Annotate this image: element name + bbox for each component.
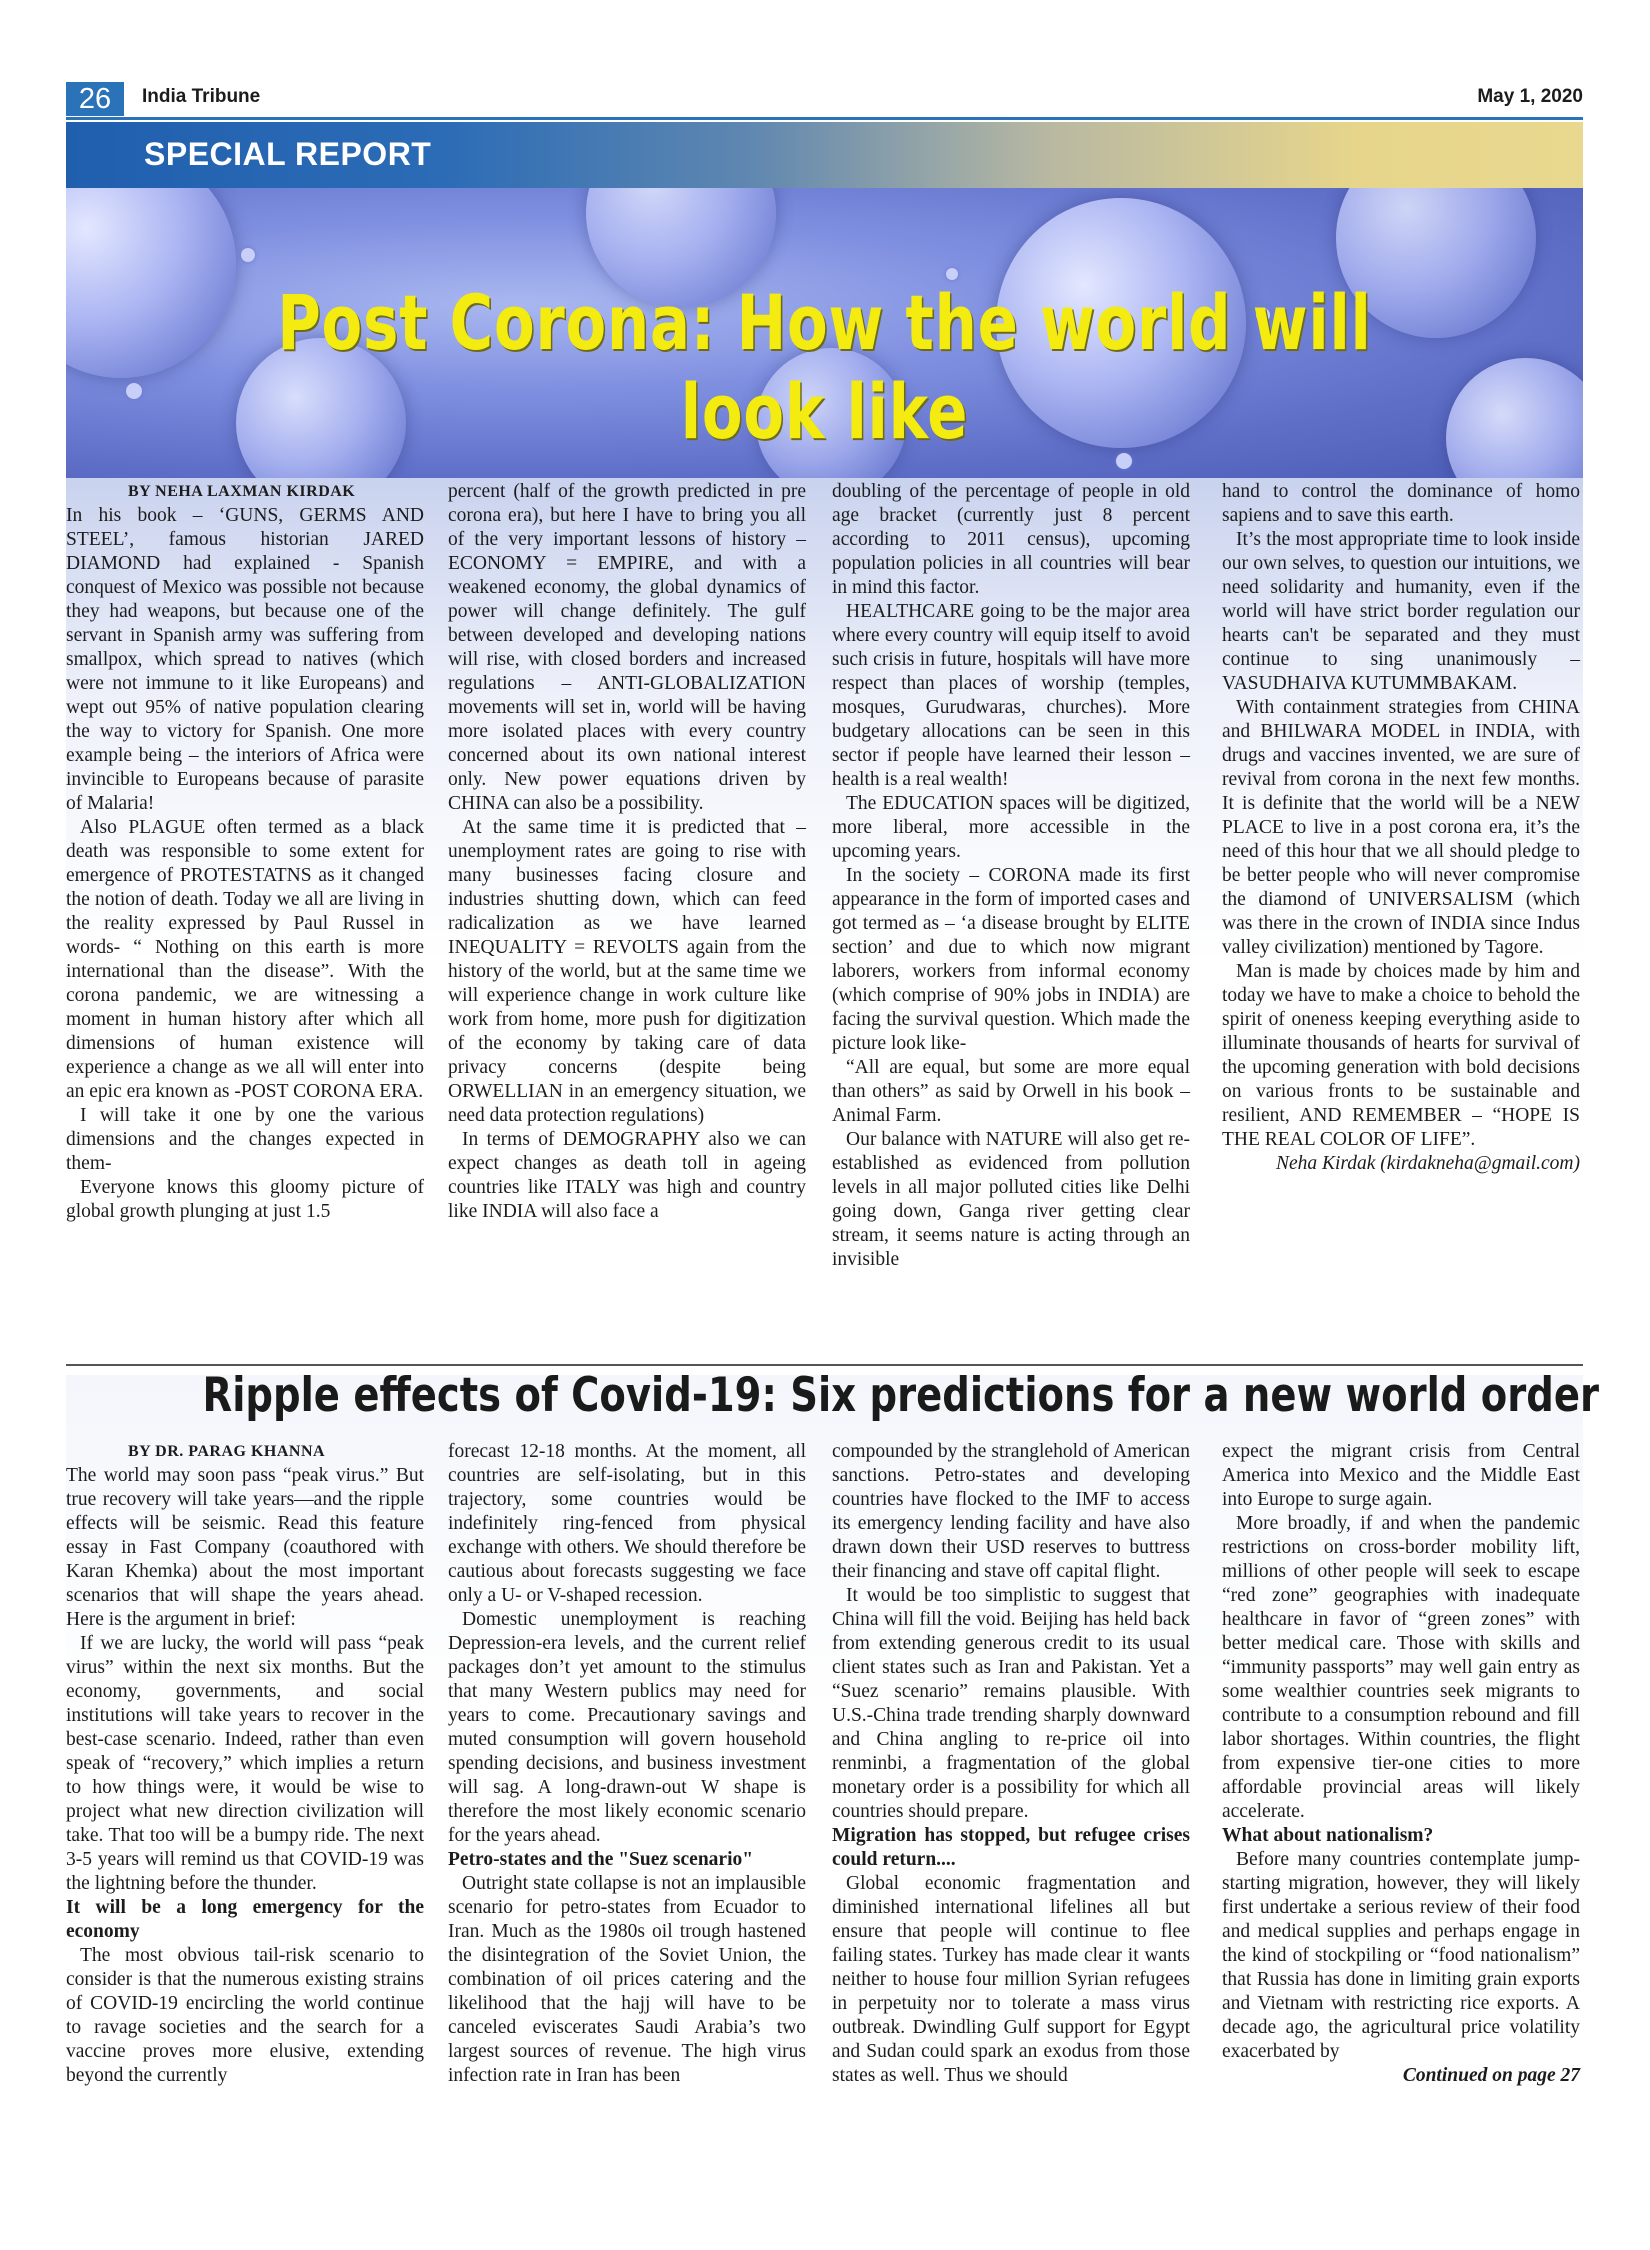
- paragraph: The world may soon pass “peak virus.” But true recovery will take years—and the ripple effects will be seismic. Read this feature essay in Fast Company (coauthored with Karan Khemka) about the most important scenarios that will shape the years ahead. Here is the argument in brief:: [66, 1465, 424, 1630]
- section-label: SPECIAL REPORT: [144, 136, 432, 172]
- paragraph: Also PLAGUE often termed as a black death was responsible to some extent for emergence of PROTESTATNS as it changed the notion of death. Today we all are living in the reality expressed by Paul Russel in words- “ Nothing on this earth is more international than the disease”. With the corona pandemic, we are witnessing a moment in human history after which all dimensions of human existence will experience a change as we all will enter into an epic era known as -POST CORONA ERA.: [66, 817, 424, 1102]
- paragraph: In the society – CORONA made its first appearance in the form of imported cases and got termed as – ‘a disease brought by ELITE section’ and due to which now migrant laborers, workers from informal economy (which comprise of 90% jobs in INDIA) are facing the survival question. Which made the picture look like-: [832, 865, 1190, 1054]
- issue-date: May 1, 2020: [1477, 86, 1583, 107]
- paragraph: percent (half of the growth predicted in pre corona era), but here I have to bring you all of the very important lessons of history – ECONOMY = EMPIRE, and with a weakened economy, the global dynamics of power will change definitely. The gulf between developed and developing nations will rise, with closed borders and increased regulations – ANTI-GLOBALIZATION movements will set in, world will be having more isolated places with every country concerned about its own national interest only. New power equations driven by CHINA can also be a possibility.: [448, 481, 806, 814]
- paragraph: Before many countries contemplate jump-starting migration, however, they will likely first undertake a serious review of their food and medical supplies and perhaps engage in the kind of stockpiling or “food nationalism” that Russia has done in limiting grain exports and Vietnam with restricting rice exports. A decade ago, the agricultural price volatility exacerbated by: [1222, 1849, 1580, 2062]
- subheading: What about nationalism?: [1222, 1825, 1434, 1846]
- virus-spike: [241, 248, 255, 262]
- paragraph: At the same time it is predicted that – unemployment rates are going to rise with many businesses facing closure and industries shutting down, which can feed radicalization as we have learned INEQUALITY = REVOLTS again from the history of the world, but at the same time we will experience change in work culture like work from home, more push for digitization of the economy by taking care of data privacy concerns (despite being ORWELLIAN in an emergency situation, we need data protection regulations): [448, 817, 806, 1126]
- article2-column-4: [1222, 1440, 1580, 2088]
- author-signature: Neha Kirdak (kirdakneha@gmail.com): [1275, 1153, 1580, 1174]
- paragraph: hand to control the dominance of homo sapiens and to save this earth.: [1222, 481, 1580, 526]
- header-rule: [66, 117, 1583, 120]
- subheading: It will be a long emergency for the economy: [66, 1897, 424, 1942]
- article2-column-2: [448, 1440, 806, 2088]
- article2-column-1: [66, 1440, 424, 2088]
- article1-headline: Post Corona: How the world will look like: [277, 278, 1372, 456]
- paragraph: The EDUCATION spaces will be digitized, more liberal, more accessible in the upcoming years.: [832, 793, 1190, 862]
- paragraph: expect the migrant crisis from Central America into Mexico and the Middle East into Europe to surge again.: [1222, 1441, 1580, 1510]
- article1-column-2: [448, 480, 806, 1224]
- virus-illustration: [66, 188, 236, 378]
- paragraph: forecast 12-18 months. At the moment, all countries are self-isolating, but in this trajectory, some countries would be indefinitely ring-fenced from physical exchange with others. We should therefore be cautious about forecasts suggesting we face only a U- or V-shaped recession.: [448, 1441, 806, 1606]
- paragraph: Our balance with NATURE will also get re-established as evidenced from pollution levels in all major polluted cities like Delhi going down, Ganga river getting clear stream, it seems nature is acting through an invisible: [832, 1129, 1190, 1270]
- virus-spike: [126, 383, 142, 399]
- publication-name: India Tribune: [142, 86, 261, 107]
- paragraph: In terms of DEMOGRAPHY also we can expect changes as death toll in ageing countries like ITALY was high and country like INDIA will also face a: [448, 1129, 806, 1222]
- page-number: 26: [66, 82, 124, 116]
- paragraph: In his book – ‘GUNS, GERMS AND STEEL’, famous historian JARED DIAMOND had explained - Spanish conquest of Mexico was possible not because they had weapons, but because one of the servant in Spanish army was suffering from smallpox, which spread to natives (which were not immune to it like Europeans) and wept out 95% of native population clearing the way to victory for Spanish. One more example being – the interiors of Africa were invincible to Europeans because of parasite of Malaria!: [66, 505, 424, 814]
- paragraph: With containment strategies from CHINA and BHILWARA MODEL in INDIA, with drugs and vaccines invented, we are sure of revival from corona in the next few months. It is definite that the world will be a NEW PLACE to live in a post corona era, it’s the need of this hour that we all should pledge to be better people who will never compromise the diamond of UNIVERSALISM (which was there in the crown of INDIA since Indus valley civilization) mentioned by Tagore.: [1222, 697, 1580, 958]
- page-header: [66, 78, 1583, 116]
- paragraph: “All are equal, but some are more equal than others” as said by Orwell in his book –Animal Farm.: [832, 1057, 1190, 1126]
- article2-byline: BY DR. PARAG KHANNA: [128, 1443, 326, 1460]
- article1-byline: BY NEHA LAXMAN KIRDAK: [128, 483, 356, 500]
- paragraph: compounded by the stranglehold of American sanctions. Petro-states and developing countries have flocked to the IMF to access its emergency lending facility and have also drawn down their USD reserves to buttress their financing and stave off capital flight.: [832, 1441, 1190, 1582]
- article2-headline: Ripple effects of Covid-19: Six predictions for a new world order: [202, 1368, 1600, 1423]
- article1-column-3: [832, 480, 1190, 1272]
- paragraph: The most obvious tail-risk scenario to consider is that the numerous existing strains of COVID-19 encircling the world continue to ravage societies and the search for a vaccine proves more elusive, extending beyond the currently: [66, 1945, 424, 2086]
- paragraph: Everyone knows this gloomy picture of global growth plunging at just 1.5: [66, 1177, 424, 1222]
- paragraph: HEALTHCARE going to be the major area where every country will equip itself to avoid such crisis in future, hospitals will have more respect than places of worship (temples, mosques, Gurudwaras, churches). More budgetary allocations can be seen in this sector if people have learned their lesson – health is a real wealth!: [832, 601, 1190, 790]
- article1-column-4: [1222, 480, 1580, 1176]
- paragraph: Global economic fragmentation and diminished international lifelines all but ensure that people will continue to flee failing states. Turkey has made clear it wants neither to house four million Syrian refugees in perpetuity nor to tolerate a mass virus outbreak. Dwindling Gulf support for Egypt and Sudan could spark an exodus from those states as well. Thus we should: [832, 1873, 1190, 2086]
- paragraph: Man is made by choices made by him and today we have to make a choice to behold the spirit of oneness keeping everything aside to illuminate thousands of hearts for survival of the upcoming generation with bold decisions on various fronts to be sustainable and resilient, AND REMEMBER – “HOPE IS THE REAL COLOR OF LIFE”.: [1222, 961, 1580, 1150]
- paragraph: Outright state collapse is not an implausible scenario for petro-states from Ecuador to Iran. Much as the 1980s oil trough hastened the disintegration of the Soviet Union, the combination of oil prices catering and the likelihood that the hajj will have to be canceled eviscerates Saudi Arabia’s two largest sources of revenue. The high virus infection rate in Iran has been: [448, 1873, 806, 2086]
- article2-column-3: [832, 1440, 1190, 2088]
- article1-column-1: [66, 480, 424, 1224]
- virus-illustration: [1446, 358, 1583, 478]
- subheading: Migration has stopped, but refugee crises could return....: [832, 1825, 1190, 1870]
- paragraph: Domestic unemployment is reaching Depression-era levels, and the current relief packages don’t yet amount to the stimulus that many Western publics may need for years to come. Precautionary savings and muted consumption will govern household spending decisions, and business investment will sag. A long-drawn-out W shape is therefore the most likely economic scenario for the years ahead.: [448, 1609, 806, 1846]
- article-divider: [66, 1364, 1583, 1366]
- paragraph: If we are lucky, the world will pass “peak virus” within the next six months. But the economy, governments, and social institutions will take years to recover in the best-case scenario. Indeed, rather than even speak of “recovery,” which implies a return to how things were, it would be wise to project what new direction civilization will take. That too will be a bumpy ride. The next 3-5 years will remind us that COVID-19 was the lightning before the thunder.: [66, 1633, 424, 1894]
- paragraph: doubling of the percentage of people in old age bracket (currently just 8 percent according to 2011 census), upcoming population policies in all countries will bear in mind this factor.: [832, 481, 1190, 598]
- paragraph: It would be too simplistic to suggest that China will fill the void. Beijing has held back from extending generous credit to its usual client states such as Iran and Pakistan. Yet a “Suez scenario” remains plausible. With U.S.-China trade trending sharply downward and China angling to re-price oil into renminbi, a fragmentation of the global monetary order is a possibility for which all countries should prepare.: [832, 1585, 1190, 1822]
- section-banner: [66, 122, 1583, 188]
- paragraph: More broadly, if and when the pandemic restrictions on cross-border mobility lift, millions of other people will seek to escape “red zone” geographies with inadequate healthcare in favor of “green zones” with better medical care. Those with skills and “immunity passports” may well gain entry as some wealthier countries seek migrants to contribute to a consumption rebound and fill labor shortages. Within countries, the flight from expensive tier-one cities to more affordable provincial areas will likely accelerate.: [1222, 1513, 1580, 1822]
- paragraph: It’s the most appropriate time to look inside our own selves, to question our intuitions, we need solidarity and humanity, even if the world will have strict border regulation our hearts can't be separated and they must continue to sing unanimously –VASUDHAIVA KUTUMMBAKAM.: [1222, 529, 1580, 694]
- paragraph: I will take it one by one the various dimensions and the changes expected in them-: [66, 1105, 424, 1174]
- subheading: Petro-states and the "Suez scenario": [448, 1849, 754, 1870]
- continued-note[interactable]: Continued on page 27: [1402, 2065, 1580, 2086]
- hero-image: [66, 188, 1583, 478]
